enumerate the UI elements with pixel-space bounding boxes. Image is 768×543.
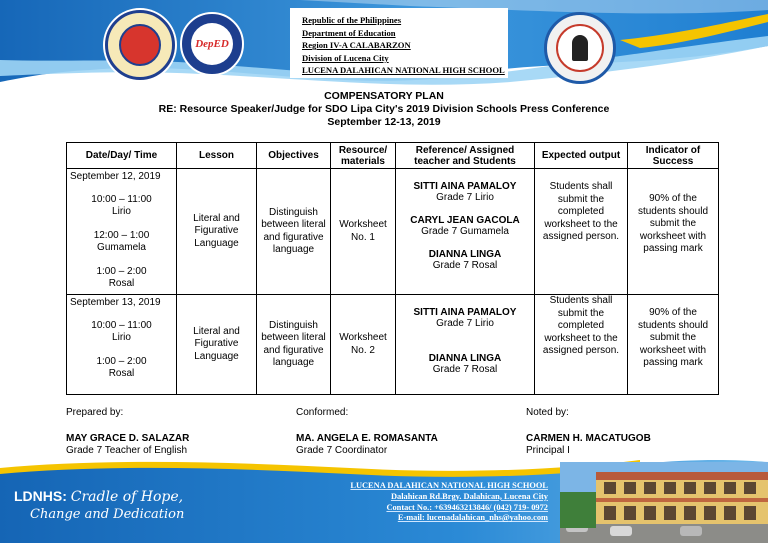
student-grade: Grade 7 Lirio	[436, 318, 494, 329]
agency-line: Republic of the Philippines	[302, 15, 402, 25]
time-text: 10:00 – 11:00	[91, 320, 152, 331]
school-seal-logo	[544, 12, 616, 84]
school-building-image	[560, 462, 768, 543]
reference-student	[399, 353, 531, 375]
time-text: 1:00 – 2:00	[96, 266, 147, 277]
expected-output-text: Students shall submit the completed worksheet to the assigned person.	[542, 181, 620, 242]
signatory-label: Noted by:	[526, 407, 569, 418]
school-motto	[14, 488, 184, 522]
time-text: 12:00 – 1:00	[93, 230, 150, 241]
contact-line: Contact No.: +639463213846/ (042) 719- 0972	[386, 502, 548, 512]
signatory-role: Principal I	[526, 445, 570, 456]
student-name: DIANNA LINGA	[428, 353, 502, 364]
letterhead-header	[0, 0, 768, 86]
column-header: Reference/ Assigned teacher and Students	[396, 143, 535, 169]
student-name: SITTI AINA PAMALOY	[413, 307, 517, 318]
signatory-name: CARMEN H. MACATUGOB	[526, 433, 651, 444]
time-slot	[70, 266, 173, 290]
student-name: CARYL JEAN GACOLA	[410, 215, 520, 226]
column-header: Lesson	[177, 143, 257, 169]
reference-student	[399, 181, 531, 203]
table-row	[67, 295, 719, 395]
time-slot	[70, 320, 173, 344]
agency-line: Division of Lucena City	[302, 52, 389, 63]
indicator-cell	[628, 169, 719, 295]
signatory-label: Conformed:	[296, 407, 349, 418]
date-text: September 13, 2019	[70, 297, 161, 308]
resource-cell: Worksheet No. 2	[331, 295, 396, 395]
contact-email[interactable]: E-mail: lucenadalahican_nhs@yahoo.com	[397, 513, 548, 523]
agency-line: LUCENA DALAHICAN NATIONAL HIGH SCHOOL	[302, 65, 505, 76]
signatory-name: MA. ANGELA E. ROMASANTA	[296, 433, 438, 444]
date-cell	[67, 169, 177, 295]
resource-cell: Worksheet No. 1	[331, 169, 396, 295]
time-slot	[70, 230, 173, 254]
column-header: Indicator of Success	[628, 143, 719, 169]
agency-line: Region IV-A CALABARZON	[302, 40, 411, 51]
section-text: Lirio	[112, 206, 131, 217]
student-grade: Grade 7 Gumamela	[421, 226, 509, 237]
motto-line1: Cradle of Hope,	[70, 489, 184, 505]
student-name: DIANNA LINGA	[428, 249, 502, 260]
objectives-cell: Distinguish between literal and figurative language	[257, 295, 331, 395]
signatory-name: MAY GRACE D. SALAZAR	[66, 433, 190, 444]
lesson-cell: Literal and Figurative Language	[177, 169, 257, 295]
document-date: September 12-13, 2019	[327, 116, 441, 128]
table-header-row	[67, 143, 719, 169]
signatory-role: Grade 7 Teacher of English	[66, 445, 188, 456]
indicator-cell	[628, 295, 719, 395]
contact-line: Dalahican Rd.Brgy. Dalahican, Lucena City	[390, 491, 548, 501]
time-text: 1:00 – 2:00	[96, 356, 147, 367]
time-text: 10:00 – 11:00	[91, 194, 152, 205]
time-slot	[70, 356, 173, 380]
student-grade: Grade 7 Rosal	[432, 364, 498, 375]
agency-block	[302, 14, 505, 77]
column-header: Date/Day/ Time	[67, 143, 177, 169]
expected-output-cell	[535, 169, 628, 295]
reference-student	[399, 215, 531, 237]
column-header: Objectives	[257, 143, 331, 169]
student-name: SITTI AINA PAMALOY	[413, 181, 517, 192]
contact-block	[330, 481, 548, 524]
indicator-text: 90% of the students should submit the worksheet with passing mark	[637, 193, 709, 254]
motto-abbr: LDNHS:	[14, 488, 67, 504]
expected-output-cell	[535, 295, 628, 395]
expected-output-text: Students shall submit the completed worksheet to the assigned person.	[542, 295, 620, 356]
agency-line: Department of Education	[302, 27, 396, 38]
compensatory-plan-table	[66, 142, 719, 395]
section-text: Gumamela	[97, 242, 146, 253]
deped-logo-text: DepED	[195, 38, 229, 50]
section-text: Lirio	[112, 332, 131, 343]
deped-seal-logo	[105, 10, 175, 80]
motto-line2: Change and Dedication	[30, 507, 185, 522]
section-text: Rosal	[108, 278, 135, 289]
document-title: COMPENSATORY PLAN	[324, 90, 444, 102]
student-grade: Grade 7 Rosal	[432, 260, 498, 271]
section-text: Rosal	[108, 368, 135, 379]
reference-cell	[396, 169, 535, 295]
deped-logo	[180, 12, 244, 76]
column-header: Expected output	[535, 143, 628, 169]
lesson-cell: Literal and Figurative Language	[177, 295, 257, 395]
document-subject: RE: Resource Speaker/Judge for SDO Lipa City's 2019 Division Schools Press Conference	[158, 103, 610, 115]
time-slot	[70, 194, 173, 218]
reference-cell	[396, 295, 535, 395]
indicator-text: 90% of the students should submit the worksheet with passing mark	[637, 307, 709, 368]
signatory-role: Grade 7 Coordinator	[296, 445, 388, 456]
reference-student	[399, 307, 531, 329]
signatory-label: Prepared by:	[66, 407, 124, 418]
reference-student	[399, 249, 531, 271]
objectives-cell: Distinguish between literal and figurative language	[257, 169, 331, 295]
student-grade: Grade 7 Lirio	[436, 192, 494, 203]
date-cell	[67, 295, 177, 395]
contact-line: LUCENA DALAHICAN NATIONAL HIGH SCHOOL	[350, 481, 548, 490]
column-header: Resource/ materials	[331, 143, 396, 169]
date-text: September 12, 2019	[70, 171, 161, 182]
table-row	[67, 169, 719, 295]
